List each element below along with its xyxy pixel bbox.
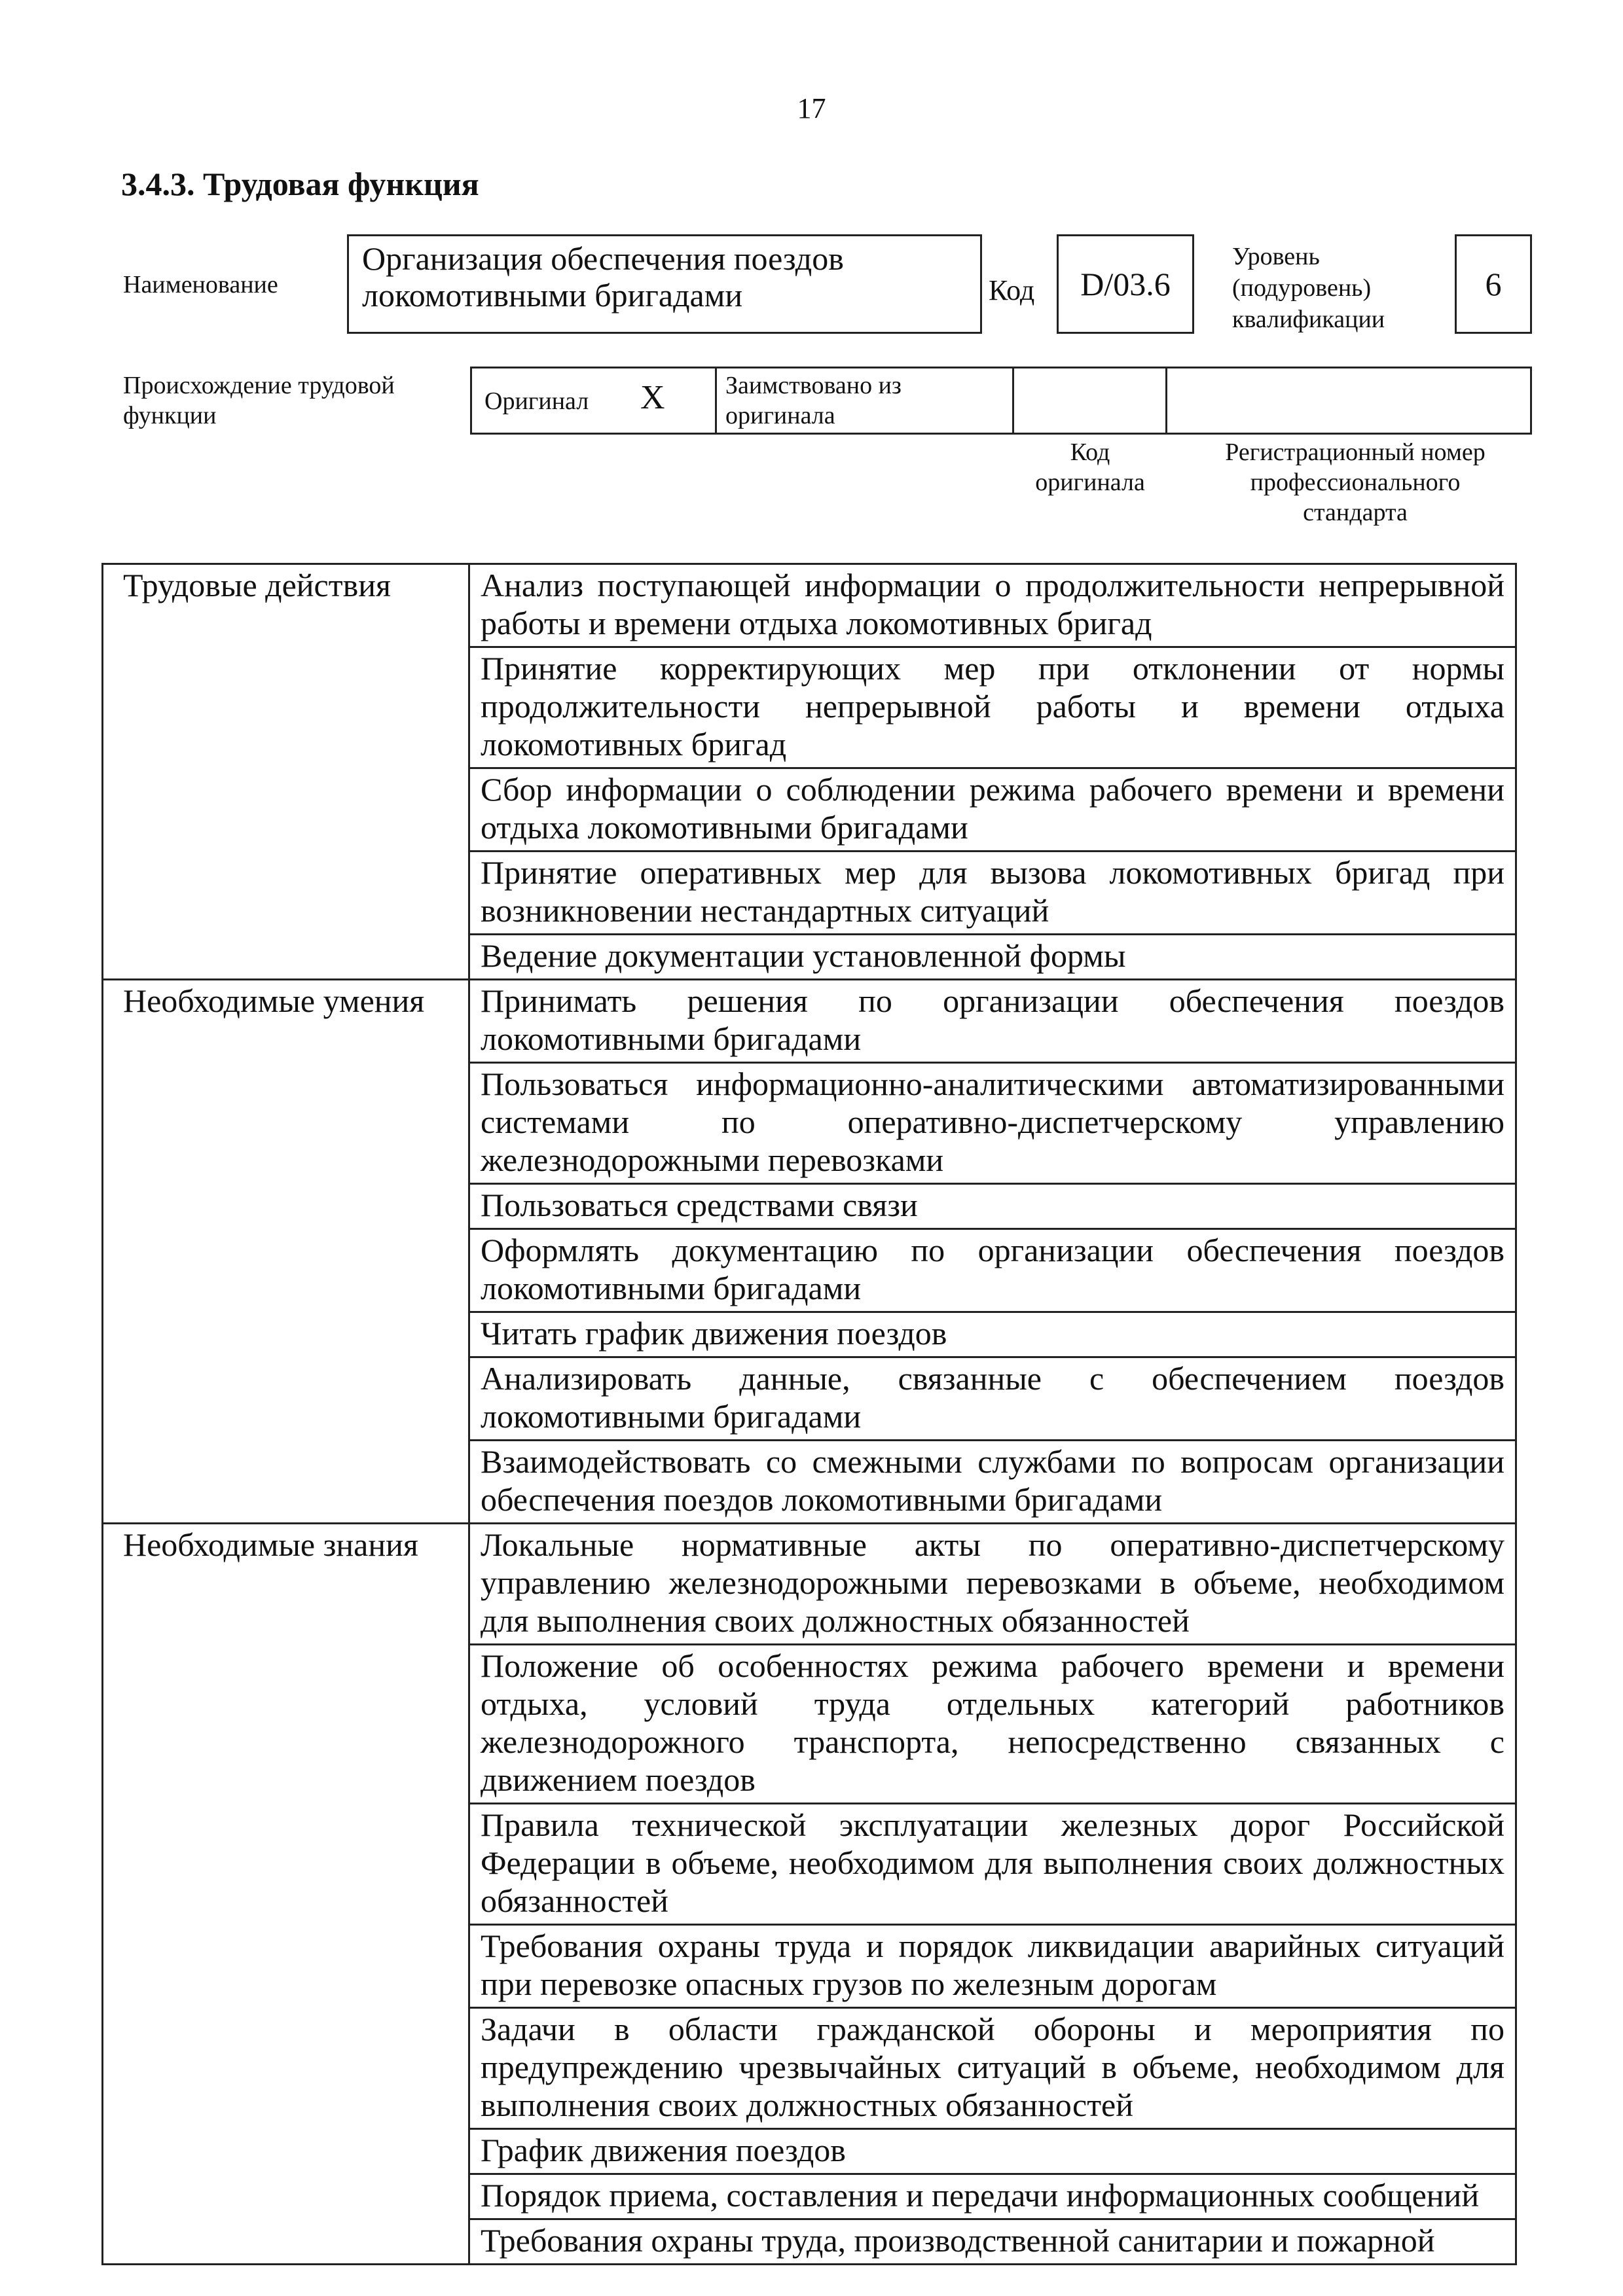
section-title: 3.4.3. Трудовая функция xyxy=(121,166,479,202)
level-value: 6 xyxy=(1485,266,1502,302)
level-label-line-1: Уровень xyxy=(1232,243,1320,270)
function-name-box xyxy=(347,234,982,334)
table-cell: Пользоваться информационно-аналитическими автоматизированными системами по оперативно-диспетчерскому управлению железнодорожными перевозками xyxy=(469,1063,1516,1184)
origin-divider-2 xyxy=(1012,367,1014,435)
code-label: Код xyxy=(989,274,1035,306)
table-cell: Взаимодействовать со смежными службами по вопросам организации обеспечения поездов локомотивными бригадами xyxy=(469,1441,1516,1524)
registration-caption-line-2: профессионального xyxy=(1250,469,1461,496)
table-cell: Задачи в области гражданской обороны и мероприятия по предупреждению чрезвычайных ситуаций в объеме, необходимом для выполнения своих должностных обязанностей xyxy=(469,2008,1516,2129)
level-label-line-3: квалификации xyxy=(1232,306,1385,333)
table-cell: Пользоваться средствами связи xyxy=(469,1184,1516,1229)
origin-divider-1 xyxy=(715,367,717,435)
table-cell: Оформлять документацию по организации обеспечения поездов локомотивными бригадами xyxy=(469,1229,1516,1312)
original-mark: X xyxy=(640,379,665,416)
code-caption-line-1: Код xyxy=(1070,439,1110,466)
table-cell: Принимать решения по организации обеспечения поездов локомотивными бригадами xyxy=(469,980,1516,1063)
registration-caption-line-3: стандарта xyxy=(1303,499,1408,526)
table-cell: Принятие корректирующих мер при отклонении от нормы продолжительности непрерывной работы и времени отдыха локомотивных бригад xyxy=(469,647,1516,768)
registration-caption-line-1: Регистрационный номер xyxy=(1225,439,1486,466)
table-cell: Локальные нормативные акты по оперативно-диспетчерскому управлению железнодорожными перевозками в объеме, необходимом для выполнения своих должностных обязанностей xyxy=(469,1524,1516,1645)
table-cell: Ведение документации установленной формы xyxy=(469,935,1516,980)
function-name-value: Организация обеспечения поездов локомотивными бригадами xyxy=(362,240,844,314)
code-caption-line-2: оригинала xyxy=(1035,469,1145,496)
origin-box xyxy=(470,367,1532,435)
name-label: Наименование xyxy=(123,271,278,298)
table-cell: Анализировать данные, связанные с обеспечением поездов локомотивными бригадами xyxy=(469,1357,1516,1441)
section-title-knowledge: Необходимые знания xyxy=(103,1524,469,2265)
origin-divider-3 xyxy=(1165,367,1167,435)
table-cell: Требования охраны труда, производственной санитарии и пожарной xyxy=(469,2219,1516,2265)
table-cell: Порядок приема, составления и передачи информационных сообщений xyxy=(469,2174,1516,2219)
table-cell: Принятие оперативных мер для вызова локомотивных бригад при возникновении нестандартных ситуаций xyxy=(469,852,1516,935)
code-box xyxy=(1057,234,1194,334)
table-row xyxy=(103,1524,1516,1645)
level-label-line-2: (подуровень) xyxy=(1232,274,1372,302)
level-box xyxy=(1455,234,1532,334)
borrowed-label: Заимствовано из оригинала xyxy=(725,372,902,429)
table-row xyxy=(103,564,1516,647)
level-label xyxy=(1232,241,1385,335)
table-cell: Правила технической эксплуатации железных дорог Российской Федерации в объеме, необходимом для выполнения своих должностных обязанностей xyxy=(469,1804,1516,1925)
original-label: Оригинал xyxy=(484,387,589,415)
page-number: 17 xyxy=(797,92,826,124)
section-title-skills: Необходимые умения xyxy=(103,980,469,1524)
origin-label: Происхождение трудовой функции xyxy=(123,372,395,429)
table-cell: Читать график движения поездов xyxy=(469,1312,1516,1357)
table-row xyxy=(103,980,1516,1063)
function-details-table xyxy=(101,563,1517,2265)
table-cell: График движения поездов xyxy=(469,2129,1516,2174)
code-value: D/03.6 xyxy=(1080,266,1171,302)
table-cell: Требования охраны труда и порядок ликвидации аварийных ситуаций при перевозке опасных грузов по железным дорогам xyxy=(469,1925,1516,2008)
table-cell: Сбор информации о соблюдении режима рабочего времени и времени отдыха локомотивными бригадами xyxy=(469,768,1516,852)
registration-caption xyxy=(1178,437,1532,528)
table-cell: Положение об особенностях режима рабочего времени и времени отдыха, условий труда отдельных категорий работников железнодорожного транспорта, непосредственно связанных с движением поездов xyxy=(469,1645,1516,1804)
section-title-labor-actions: Трудовые действия xyxy=(103,564,469,980)
table-cell: Анализ поступающей информации о продолжительности непрерывной работы и времени отдыха локомотивных бригад xyxy=(469,564,1516,647)
code-caption xyxy=(1021,437,1159,497)
